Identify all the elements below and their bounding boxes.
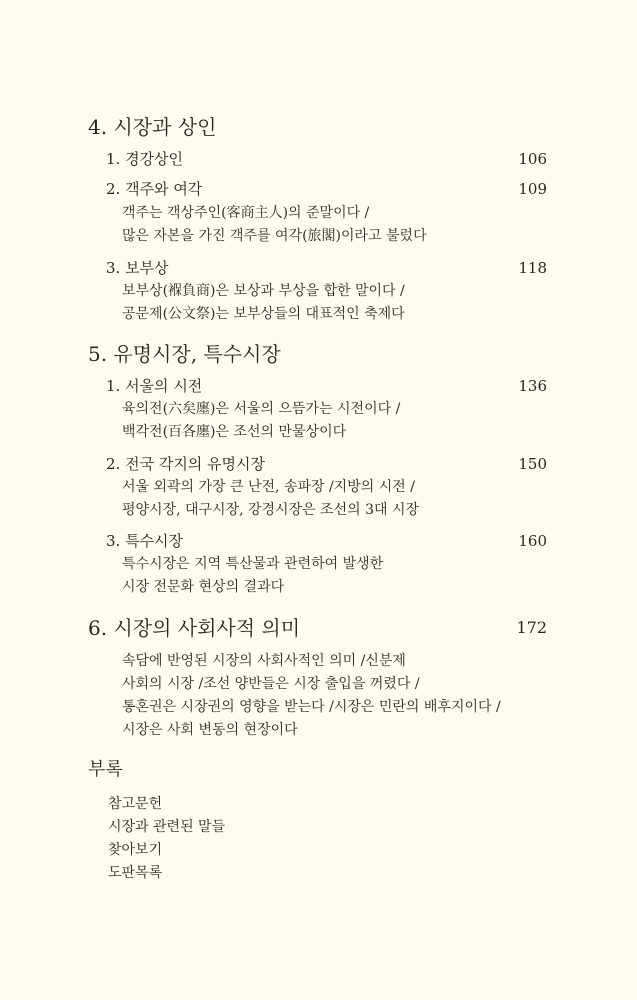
- chapter-6-title: 6. 시장의 사회사적 의미: [88, 616, 301, 640]
- toc-entry-description: 사회의 시장 /조선 양반들은 시장 출입을 꺼렸다 /: [122, 676, 420, 692]
- toc-entry-page: 136: [518, 377, 547, 395]
- appendix-title: 부록: [88, 759, 123, 780]
- toc-entry-description: 통혼권은 시장권의 영향을 받는다 /시장은 민란의 배후지이다 /: [122, 699, 501, 715]
- toc-entry-title: 1. 경강상인: [106, 150, 184, 168]
- toc-entry-description: 특수시장은 지역 특산물과 관련하여 발생한: [122, 556, 384, 572]
- appendix-item: 찾아보기: [108, 842, 163, 858]
- chapter-5-title: 5. 유명시장, 특수시장: [88, 342, 281, 366]
- appendix-item: 참고문헌: [108, 796, 163, 812]
- toc-entry-page: 106: [518, 150, 547, 168]
- toc-entry-title: 2. 전국 각지의 유명시장: [106, 455, 266, 473]
- toc-entry-page: 150: [518, 455, 547, 473]
- toc-entry-description: 속담에 반영된 시장의 사회사적인 의미 /신분제: [122, 653, 406, 669]
- toc-entry-title: 1. 서울의 시전: [106, 377, 203, 395]
- toc-entry-description: 평양시장, 대구시장, 강경시장은 조선의 3대 시장: [122, 502, 420, 518]
- appendix-item: 도판목록: [108, 865, 163, 881]
- chapter-6-page: 172: [516, 618, 547, 637]
- toc-entry-description: 보부상(褓負商)은 보상과 부상을 합한 말이다 /: [122, 283, 405, 299]
- toc-entry-description: 객주는 객상주인(客商主人)의 준말이다 /: [122, 205, 370, 221]
- toc-entry-description: 육의전(六矣廛)은 서울의 으뜸가는 시전이다 /: [122, 401, 401, 417]
- toc-entry-title: 2. 객주와 여각: [106, 180, 203, 198]
- toc-entry-description: 백각전(百各廛)은 조선의 만물상이다: [122, 424, 347, 440]
- toc-entry-description: 공문제(公文祭)는 보부상들의 대표적인 축제다: [122, 306, 405, 322]
- toc-entry-page: 118: [518, 259, 547, 277]
- toc-entry-description: 시장은 사회 변동의 현장이다: [122, 722, 298, 738]
- toc-entry-page: 160: [518, 532, 547, 550]
- toc-entry-title: 3. 보부상: [106, 259, 169, 277]
- toc-entry-description: 많은 자본을 가진 객주를 여각(旅閣)이라고 불렀다: [122, 228, 427, 244]
- appendix-item: 시장과 관련된 말들: [108, 819, 226, 835]
- chapter-4-title: 4. 시장과 상인: [88, 115, 217, 139]
- toc-entry-page: 109: [518, 180, 547, 198]
- toc-entry-description: 서울 외곽의 가장 큰 난전, 송파장 /지방의 시전 /: [122, 479, 415, 495]
- toc-entry-title: 3. 특수시장: [106, 532, 184, 550]
- toc-entry-description: 시장 전문화 현상의 결과다: [122, 579, 285, 595]
